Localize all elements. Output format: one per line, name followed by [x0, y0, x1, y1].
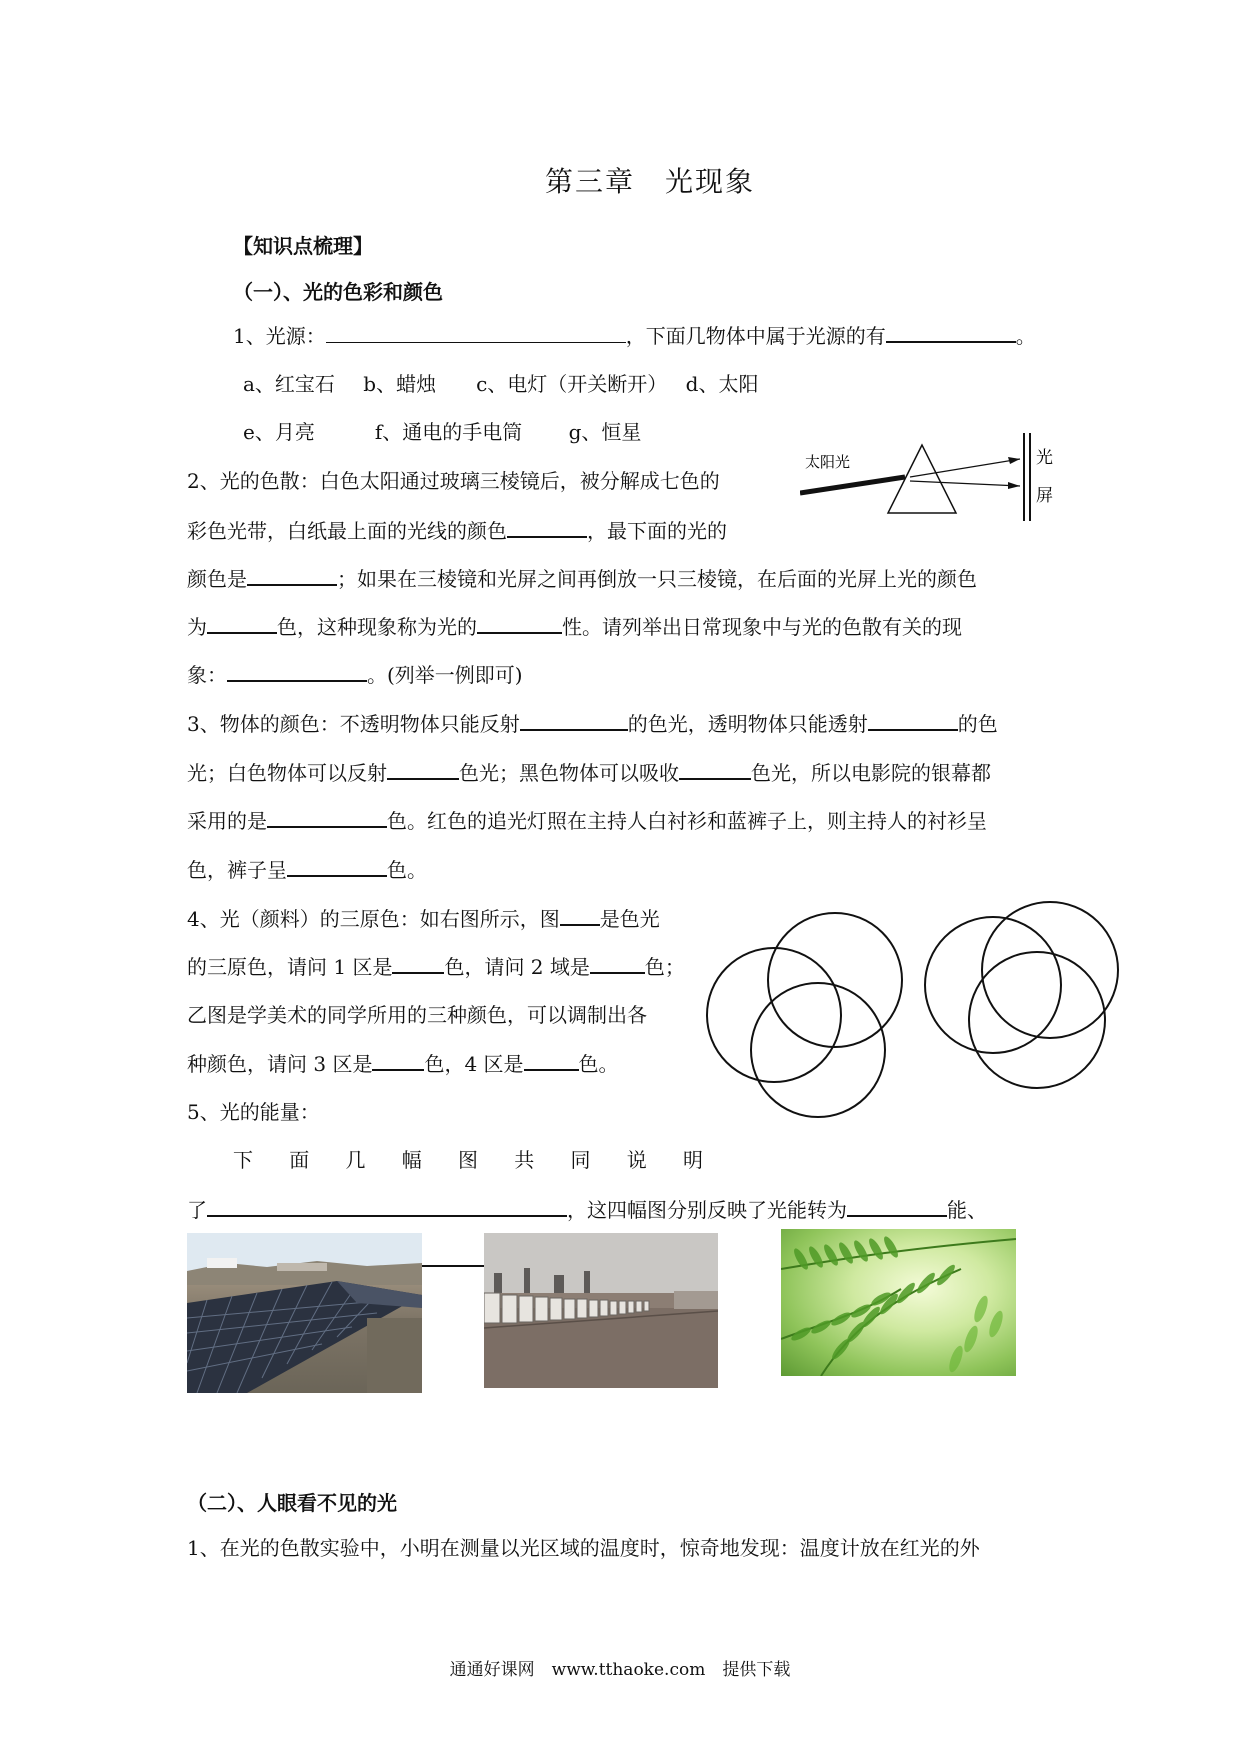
- ray-top: [910, 459, 1020, 477]
- q4-text-2a: 的三原色，请问 1 区是: [187, 955, 393, 979]
- q2-blank-bottom-color[interactable]: [247, 566, 337, 586]
- prism-diagram: [800, 433, 1060, 523]
- arrow-top: [1008, 457, 1020, 464]
- incident-beam: [800, 477, 905, 493]
- q4-text-1b: 是色光: [599, 907, 660, 931]
- q3-blank-screen[interactable]: [267, 808, 387, 828]
- q5-char: 同: [570, 1148, 591, 1172]
- q2-line-4: [187, 614, 962, 639]
- sun-light-label: 太阳光: [805, 453, 851, 471]
- page-title: 第三章 光现象: [544, 165, 755, 198]
- q2-line-5: [187, 662, 523, 687]
- q5-heading: 5、光的能量：: [187, 1100, 320, 1124]
- venn-yi-circle-blue: [969, 952, 1105, 1088]
- q3-text-3b: 色。红色的追光灯照在主持人白衬衫和蓝裤子上，则主持人的衬衫呈: [387, 809, 987, 833]
- q4-blank-region2[interactable]: [590, 954, 645, 974]
- q4-blank-region3[interactable]: [372, 1051, 424, 1071]
- q3-text-4b: 色。: [387, 858, 427, 882]
- section-2-heading: （二）、人眼看不见的光: [187, 1491, 397, 1515]
- section-2-q1: 1、在光的色散实验中，小明在测量以光区域的温度时，惊奇地发现：温度计放在红光的外: [187, 1536, 980, 1560]
- q4-text-1a: 4、光（颜料）的三原色：如右图所示，图: [187, 907, 560, 931]
- venn-diagram-jia: [700, 900, 930, 1160]
- q1-options-row1: a、红宝石 b、蜡烛 c、电灯（开关断开） d、太阳: [243, 372, 759, 396]
- q4-blank-figure[interactable]: [560, 906, 600, 926]
- q3-blank-reflect[interactable]: [520, 711, 628, 731]
- green-leaves-photo: [781, 1229, 1016, 1376]
- q3-line-3: [187, 808, 987, 833]
- knowledge-heading: 【知识点梳理】: [233, 234, 373, 258]
- q3-line-2: [187, 760, 991, 785]
- arrow-bottom: [1008, 482, 1020, 489]
- q2-text-4b: 色，这种现象称为光的: [277, 615, 477, 639]
- q2-line-3: [187, 566, 977, 591]
- q1-line: [233, 323, 1036, 348]
- q3-text-3a: 采用的是: [187, 809, 267, 833]
- q1-blank-2[interactable]: [886, 323, 1016, 343]
- q3-text-2a: 光；白色物体可以反射: [187, 761, 387, 785]
- q2-text-3a: 颜色是: [187, 567, 247, 591]
- q2-text-5a: 象：: [187, 663, 227, 687]
- leaves-drawing: [781, 1229, 1016, 1376]
- section-1-heading: （一）、光的色彩和颜色: [233, 280, 443, 304]
- q1-options-row2: e、月亮 f、通电的手电筒 g、恒星: [243, 420, 642, 444]
- q2-text-4c: 性。请列举出日常现象中与光的色散有关的现: [562, 615, 962, 639]
- q2-blank-property[interactable]: [477, 614, 562, 634]
- q4-text-2c: 色；: [644, 955, 685, 979]
- q5-char: 下: [233, 1148, 253, 1172]
- q1-text-a: 1、光源：: [233, 324, 326, 348]
- q5-text-2a: 了: [187, 1198, 207, 1222]
- q5-char: 幅: [401, 1148, 422, 1172]
- q3-text-1a: 3、物体的颜色：不透明物体只能反射: [187, 712, 520, 736]
- venn-yi-circle-1: [925, 917, 1061, 1053]
- q3-blank-black[interactable]: [679, 760, 751, 780]
- q3-text-4a: 色，裤子呈: [187, 858, 287, 882]
- q2-text-2b: ，最下面的光的: [587, 519, 727, 543]
- q4-line-3: 乙图是学美术的同学所用的三种颜色，可以调制出各: [187, 1003, 647, 1027]
- q2-text-3b: ；如果在三棱镜和光屏之间再倒放一只三棱镜，在后面的光屏上光的颜色: [337, 567, 977, 591]
- q4-line-4: [187, 1051, 619, 1076]
- q3-text-1c: 的色: [957, 712, 998, 736]
- venn-diagram-yi: [915, 895, 1135, 1145]
- q5-line-2: [187, 1197, 987, 1222]
- q2-text-5b: 。(列举一例即可): [367, 663, 523, 687]
- q4-blank-region4[interactable]: [524, 1051, 579, 1071]
- q4-text-4a: 种颜色，请问 3 区是: [187, 1052, 373, 1076]
- q3-text-2c: 色光，所以电影院的银幕都: [751, 761, 991, 785]
- q5-char: 几: [345, 1148, 366, 1172]
- q5-blank-energy-2[interactable]: [422, 1265, 484, 1267]
- venn-jia-circle-red: [707, 948, 841, 1082]
- q4-line-2: [187, 954, 685, 979]
- solar-panel-drawing: [187, 1233, 422, 1393]
- q2-blank-example[interactable]: [227, 662, 367, 682]
- screen-label-1: 光: [1036, 448, 1053, 468]
- q5-char: 共: [514, 1148, 535, 1172]
- q4-blank-region1[interactable]: [392, 954, 444, 974]
- q1-text-c: 。: [1015, 324, 1036, 348]
- q5-blank-energy-1[interactable]: [847, 1197, 947, 1217]
- venn-yi-circle-red: [982, 902, 1118, 1038]
- q4-text-2b: 色，请问 2 域是: [444, 955, 590, 979]
- q3-line-4: [187, 857, 427, 882]
- q2-line-1: 2、光的色散：白色太阳通过玻璃三棱镜后，被分解成七色的: [187, 469, 720, 493]
- q1-blank-1[interactable]: [326, 324, 626, 343]
- q5-text-2b: ，这四幅图分别反映了光能转为: [567, 1198, 847, 1222]
- q3-text-2b: 色光；黑色物体可以吸收: [459, 761, 679, 785]
- page-footer: 通通好课网 www.tthaoke.com 提供下载: [449, 1660, 791, 1680]
- ray-bottom: [910, 481, 1020, 486]
- q2-blank-color[interactable]: [207, 614, 277, 634]
- q3-blank-transmit[interactable]: [868, 711, 958, 731]
- q4-text-4b: 色，4 区是: [424, 1052, 524, 1076]
- q2-blank-top-color[interactable]: [507, 518, 587, 538]
- q5-char: 图: [458, 1148, 478, 1172]
- q5-char: 面: [289, 1148, 310, 1172]
- q4-line-1: [187, 906, 660, 931]
- venn-jia-circle-third: [751, 983, 885, 1117]
- solar-panel-photo: [187, 1233, 422, 1393]
- q3-line-1: [187, 711, 998, 736]
- q1-text-b: ，下面几物体中属于光源的有: [625, 324, 886, 348]
- q3-text-1b: 的色光，透明物体只能透射: [627, 712, 868, 736]
- q5-text-2c: 能、: [947, 1198, 987, 1222]
- q3-blank-white[interactable]: [387, 760, 459, 780]
- solar-water-heater-photo: [484, 1233, 718, 1388]
- q4-text-4c: 色。: [578, 1052, 619, 1076]
- q5-spaced-line: [233, 1148, 703, 1172]
- q5-char: 明: [683, 1148, 703, 1172]
- q5-blank-conclusion[interactable]: [207, 1197, 567, 1217]
- solar-heater-drawing: [484, 1233, 718, 1388]
- q5-char: 说: [626, 1148, 647, 1172]
- q2-text-4a: 为: [187, 615, 207, 639]
- q3-blank-pants[interactable]: [287, 857, 387, 877]
- q2-line-2: [187, 518, 727, 543]
- screen-label-2: 屏: [1036, 486, 1053, 506]
- q2-text-2a: 彩色光带，白纸最上面的光线的颜色: [187, 519, 507, 543]
